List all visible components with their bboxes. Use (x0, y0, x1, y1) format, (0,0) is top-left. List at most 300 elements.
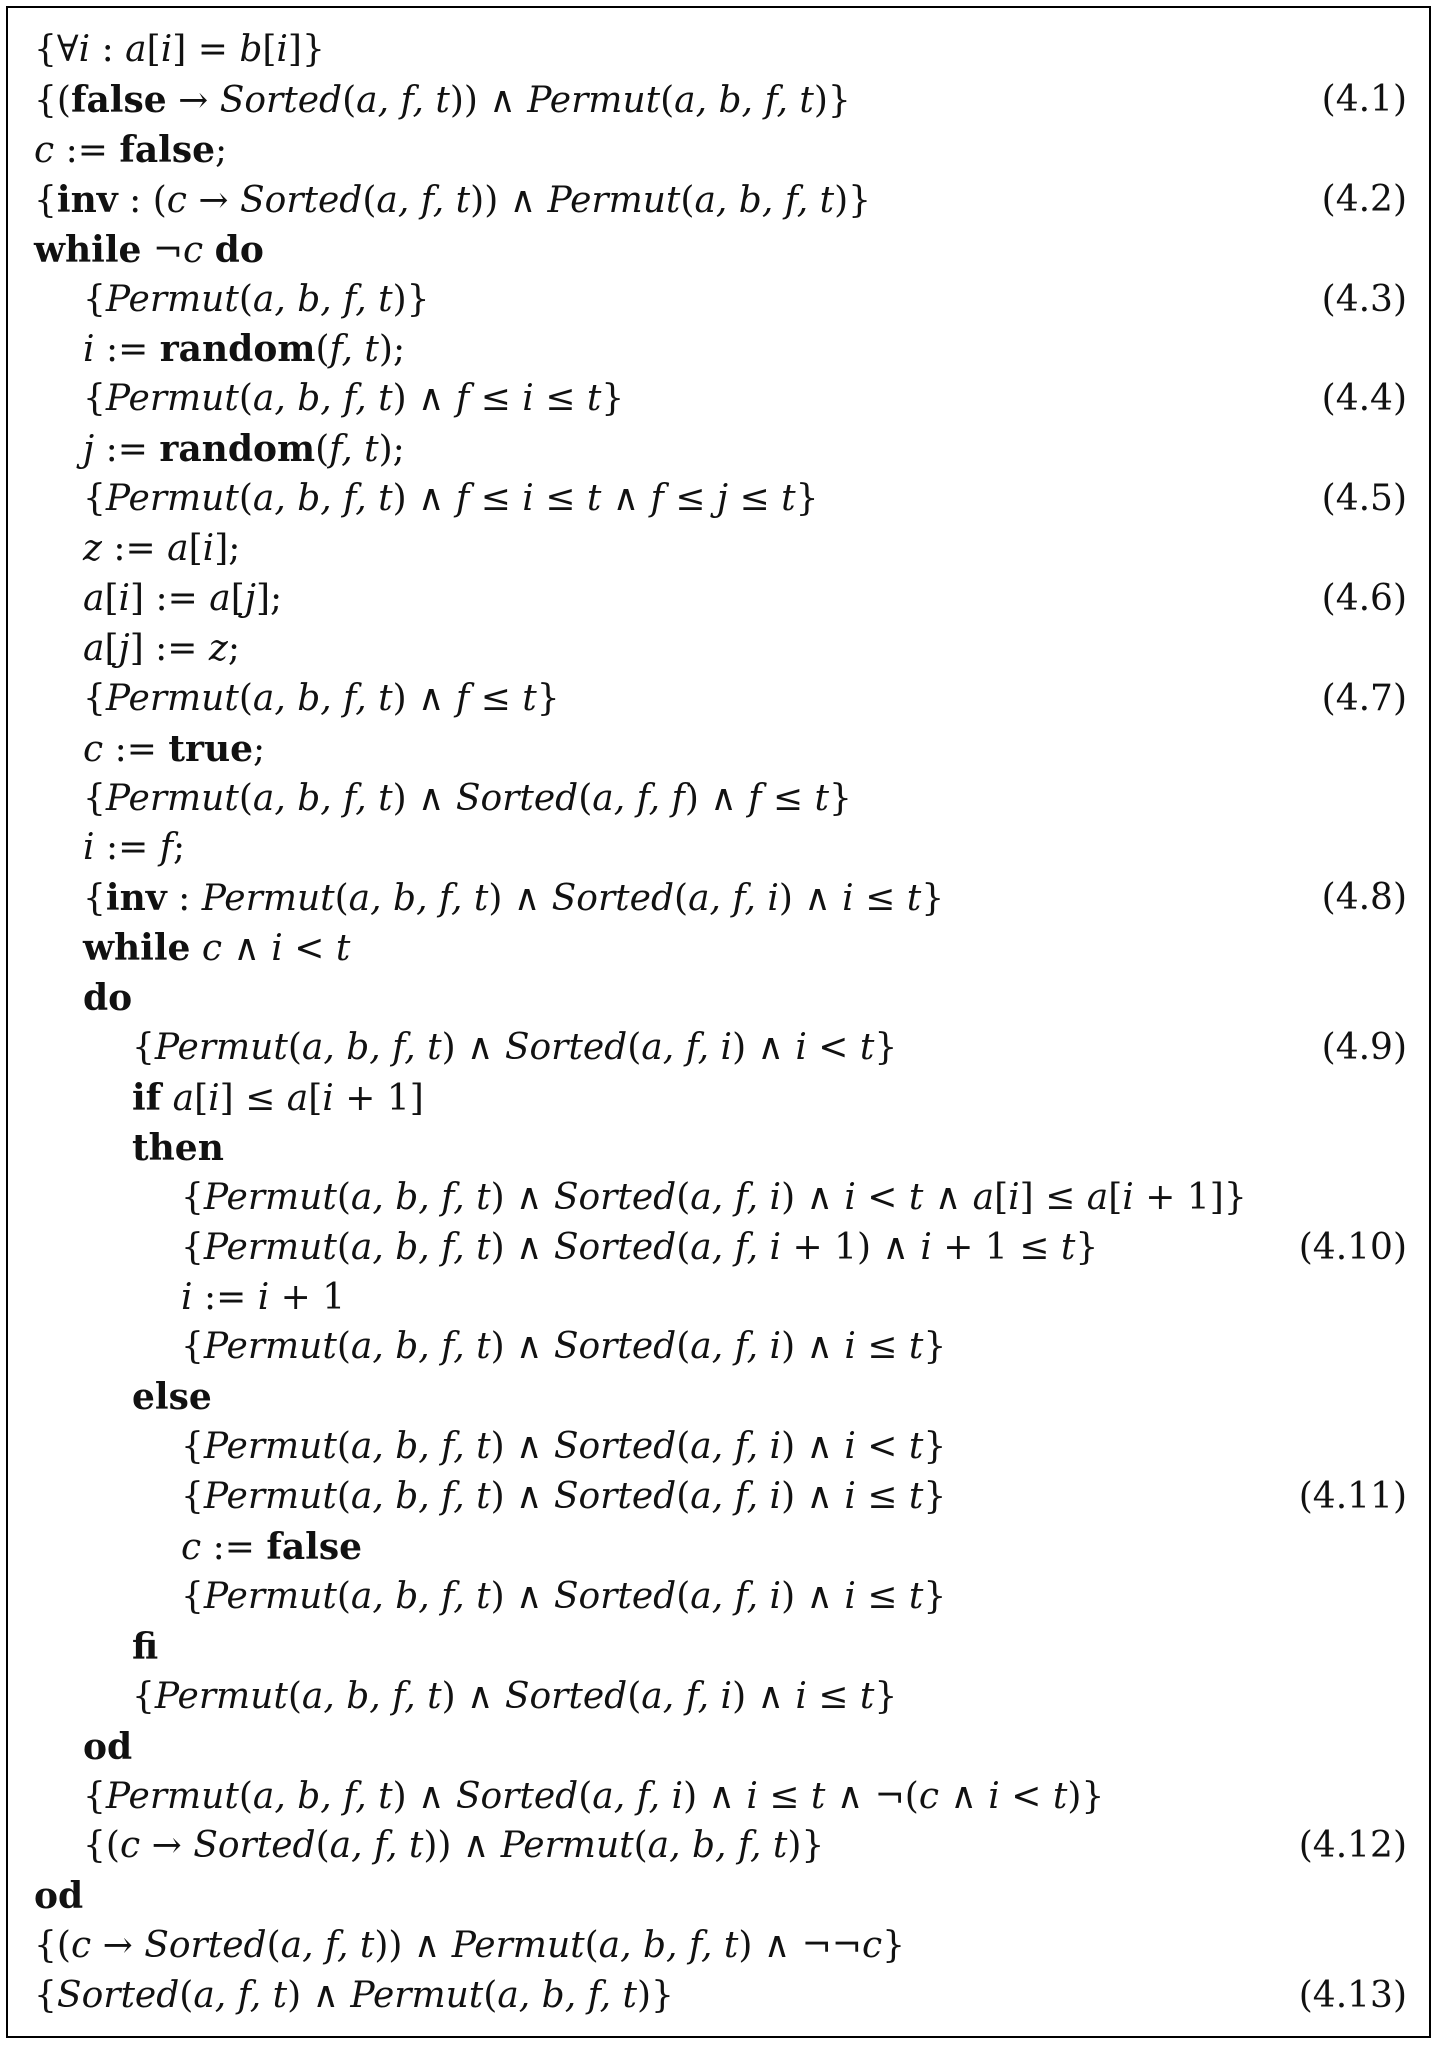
formula-text: ) ∧ (441, 1675, 505, 1717)
line-formula (132, 1672, 897, 1722)
formula-text: t (1060, 1226, 1076, 1268)
formula-text: t (908, 1426, 924, 1468)
formula-text: z (83, 528, 102, 569)
formula-text: Sorted (219, 79, 343, 121)
formula-text: ( (336, 1575, 351, 1617)
formula-text: Permut (154, 1675, 288, 1717)
formula-text: a, b, f, t (350, 1575, 491, 1617)
formula-text: i (118, 577, 131, 619)
formula-text: ( (676, 1575, 691, 1617)
line-formula (181, 1173, 1247, 1223)
formula-text: } (923, 1575, 947, 1617)
formula-text: a, b, f, t (350, 1226, 491, 1268)
formula-text: := (94, 827, 160, 869)
formula-text: i (78, 29, 91, 70)
formula-text: Permut (547, 179, 681, 221)
formula-text: } (923, 1476, 947, 1518)
formula-text: := (101, 528, 168, 569)
formula-text: ) ∧ (781, 1575, 845, 1617)
formula-text: ( (334, 878, 349, 920)
line-formula (181, 1472, 946, 1522)
formula-text (161, 1078, 172, 1119)
formula-text: a, b, f, t (301, 1675, 442, 1717)
line-formula (83, 324, 405, 375)
formula-text: i (988, 1775, 1000, 1817)
keyword: false (266, 1526, 363, 1568)
formula-text: := (54, 129, 120, 171)
formula-text: ) ∧ (392, 1775, 456, 1817)
formula-text: {∀ (34, 29, 79, 70)
formula-text: ( (266, 1925, 281, 1967)
formula-text: t (859, 1027, 875, 1068)
formula-text: Permut (350, 1975, 484, 2017)
keyword: false (70, 78, 167, 121)
formula-text: Permut (105, 478, 239, 520)
formula-text: { (181, 1426, 204, 1468)
program-line (8, 774, 1429, 824)
formula-text: a, b, f, t (350, 1176, 491, 1218)
line-formula (34, 1971, 674, 2021)
formula-text: t (859, 1675, 875, 1717)
formula-text: Permut (203, 1326, 337, 1368)
program-line (8, 1622, 1429, 1672)
line-formula (83, 873, 944, 924)
formula-text: a (172, 1077, 195, 1119)
line-formula (83, 275, 430, 325)
formula-text: ≤ (469, 677, 523, 719)
program-line (8, 25, 1429, 75)
formula-text: ≤ (855, 1326, 909, 1368)
equation-number: (4.11) (1298, 1476, 1407, 1518)
formula-text: [ (194, 1077, 209, 1119)
formula-text: { (83, 777, 106, 819)
formula-text: { (181, 1476, 204, 1518)
formula-text: ) ∧ (684, 777, 749, 819)
program-line (8, 923, 1429, 973)
formula-text: := (192, 1276, 258, 1318)
line-formula (83, 1821, 824, 1871)
formula-text: t (1052, 1775, 1068, 1817)
formula-text: i (1008, 1176, 1020, 1218)
program-line (8, 674, 1429, 724)
formula-text: ( (680, 179, 695, 221)
program-line (8, 524, 1429, 574)
formula-text: ( (627, 1027, 642, 1068)
formula-text: ) ∧ (781, 1176, 845, 1218)
formula-text: f (650, 478, 664, 520)
formula-text: ( (238, 478, 253, 520)
formula-text: + 1 ≤ (931, 1226, 1061, 1268)
formula-text: Permut (203, 1426, 337, 1468)
line-formula (83, 674, 560, 724)
program-line (8, 1173, 1429, 1223)
keyword: if (132, 1076, 162, 1119)
formula-text: ) ∧ (490, 1575, 554, 1617)
formula-text: ( (238, 777, 253, 819)
formula-text: ); (378, 329, 406, 371)
formula-text: Permut (105, 677, 239, 719)
program-line (8, 1322, 1429, 1372)
formula-text: ( (336, 1176, 351, 1218)
formula-text: ( (578, 777, 593, 819)
formula-text: Permut (203, 1176, 337, 1218)
formula-text: : (90, 29, 126, 70)
formula-text: → (166, 79, 220, 121)
formula-text: ) ∧ ¬¬ (738, 1925, 862, 1967)
formula-text: a, f, i (592, 1775, 684, 1817)
equation-number: (4.10) (1298, 1226, 1407, 1268)
line-formula (83, 524, 240, 574)
formula-text: j (118, 627, 130, 669)
program-line (8, 225, 1429, 275)
formula-text: f, t (329, 429, 379, 471)
formula-text: Permut (451, 1925, 585, 1967)
formula-text: )} (813, 79, 851, 121)
formula-text: a, f, i (690, 1176, 782, 1218)
formula-text: ∧ (939, 1775, 989, 1817)
formula-text: { (83, 878, 106, 920)
formula-text: + 1) ∧ (781, 1226, 921, 1268)
formula-text: } (795, 478, 819, 520)
program-line (8, 1572, 1429, 1622)
program-line (8, 1123, 1429, 1173)
formula-text: a, f, i (688, 878, 779, 920)
line-formula (83, 823, 185, 873)
formula-text: t (522, 677, 537, 719)
keyword: else (132, 1376, 212, 1419)
formula-text: := (201, 1527, 267, 1568)
formula-text: ≤ (853, 878, 907, 920)
formula-text: ) ∧ (287, 1975, 351, 2017)
formula-text: Sorted (144, 1925, 267, 1967)
keyword: inv (56, 178, 118, 221)
formula-text: i (322, 1077, 334, 1119)
program-line (8, 175, 1429, 225)
equation-number: (4.13) (1298, 1975, 1407, 2017)
formula-text: Permut (105, 378, 239, 420)
formula-text: i (271, 928, 283, 970)
formula-text: i (202, 528, 215, 569)
formula-text: → (186, 179, 240, 221)
formula-text: ∧ (222, 928, 272, 970)
formula-text: t (335, 928, 351, 970)
formula-text: } (1075, 1226, 1099, 1268)
formula-text: [ (308, 1077, 323, 1119)
formula-text: ( (660, 79, 675, 121)
program-line (8, 1821, 1429, 1871)
formula-text: )) ∧ (374, 1925, 452, 1967)
formula-text: ) ∧ (490, 1176, 554, 1218)
formula-text: )) ∧ (423, 1825, 501, 1867)
formula-text: [ (188, 528, 203, 569)
keyword: random (159, 328, 316, 371)
formula-text: := (94, 329, 160, 371)
formula-text: ) ∧ (441, 1027, 505, 1068)
formula-text (190, 928, 201, 969)
formula-text: f (455, 677, 470, 719)
formula-text: ) ∧ (490, 1326, 554, 1368)
formula-text: a, b, f, t (674, 79, 814, 121)
formula-text: c (181, 1527, 202, 1568)
formula-text: ) ∧ (490, 1476, 554, 1518)
line-formula (83, 374, 624, 424)
formula-text: t (586, 378, 602, 420)
formula-text (203, 230, 214, 271)
formula-text: Sorted (239, 179, 363, 221)
formula-text: ] ≤ (219, 1077, 287, 1119)
formula-text: → (140, 1825, 194, 1867)
keyword: then (132, 1126, 224, 1169)
line-formula (34, 1921, 905, 1971)
formula-text: ( (627, 1675, 642, 1717)
formula-text: ) ∧ (392, 478, 456, 520)
formula-text: a, f, t (376, 179, 471, 221)
line-formula (181, 1422, 946, 1472)
line-formula (34, 75, 851, 126)
formula-text: i (844, 1426, 856, 1468)
formula-text: { (132, 1675, 155, 1717)
equation-number: (4.9) (1321, 1027, 1407, 1068)
formula-text: Sorted (553, 1575, 677, 1617)
formula-text: i (844, 1476, 856, 1518)
formula-text: Sorted (455, 777, 579, 819)
formula-text: )) ∧ (470, 179, 548, 221)
formula-text: ≤ (757, 1775, 811, 1817)
formula-text: f (455, 378, 470, 420)
formula-text: ) ∧ (781, 1326, 845, 1368)
formula-text: ( (336, 1476, 351, 1518)
formula-text: ) ∧ (732, 1027, 796, 1068)
equation-number: (4.6) (1321, 577, 1407, 619)
formula-text: a, f, t (193, 1975, 288, 2017)
line-formula (83, 923, 350, 974)
formula-text: ( (336, 1226, 351, 1268)
line-formula (34, 175, 871, 226)
formula-text: a, b, f, t (598, 1925, 739, 1967)
keyword: random (159, 428, 316, 471)
formula-text: ¬ (141, 229, 184, 271)
formula-text: + 1]} (1133, 1176, 1247, 1218)
formula-text: )) ∧ (449, 79, 528, 121)
formula-text: { (83, 1775, 106, 1817)
formula-text: a, b, f, t (350, 1326, 491, 1368)
formula-text: { (83, 278, 106, 320)
formula-text: ] := (129, 627, 209, 669)
formula-text: a, b, f, t (497, 1975, 638, 2017)
program-line (8, 1672, 1429, 1722)
formula-text: a, f, i (690, 1326, 782, 1368)
formula-text: Permut (105, 777, 239, 819)
formula-text: : (166, 878, 202, 920)
formula-text: Sorted (56, 1975, 180, 2017)
formula-text: < (806, 1027, 860, 1068)
formula-text: ) ∧ (392, 777, 456, 819)
formula-text: a, f, i (641, 1027, 733, 1068)
formula-text: ) ∧ (683, 1775, 747, 1817)
formula-text: ( (676, 1326, 691, 1368)
formula-text: ( (238, 1775, 253, 1817)
formula-text: j (716, 478, 729, 520)
keyword: while (83, 927, 191, 970)
formula-text: Permut (527, 79, 661, 121)
formula-text: ) ∧ (392, 378, 456, 420)
formula-text: a, b, f, t (301, 1027, 442, 1068)
formula-text: a, f, i (690, 1226, 782, 1268)
formula-text: ( (336, 1426, 351, 1468)
program-line (8, 1472, 1429, 1522)
program-line (8, 823, 1429, 873)
formula-text: a, b, f, t (252, 278, 393, 320)
formula-text: < (282, 928, 336, 970)
line-formula (132, 1073, 424, 1124)
formula-text: Sorted (553, 1426, 677, 1468)
program-line (8, 1422, 1429, 1472)
formula-text: t (586, 478, 602, 520)
formula-text: i (257, 1276, 270, 1318)
formula-text: c (201, 928, 223, 970)
keyword: true (168, 727, 254, 770)
line-formula (83, 624, 240, 674)
equation-number: (4.5) (1321, 478, 1407, 520)
formula-text: c (861, 1925, 883, 1967)
formula-text: ( (238, 677, 253, 719)
formula-text: t (908, 1176, 924, 1218)
formula-text: Sorted (504, 1027, 628, 1068)
formula-text: t (908, 1476, 924, 1518)
formula-text: i (522, 478, 534, 520)
formula-text: := (103, 728, 169, 770)
formula-text: f (455, 478, 470, 520)
formula-text: a (83, 577, 105, 619)
formula-text: a, f, i (641, 1675, 733, 1717)
formula-text: ( (483, 1975, 498, 2017)
formula-text: i (83, 827, 95, 869)
formula-text: Sorted (553, 1326, 677, 1368)
formula-text: ( (238, 378, 253, 420)
formula-text: Sorted (553, 1476, 677, 1518)
formula-text: Sorted (551, 878, 675, 920)
formula-text: ∧ (601, 478, 651, 520)
formula-text: } (923, 1326, 947, 1368)
formula-text: c (83, 728, 104, 770)
formula-text: ∧ (923, 1176, 973, 1218)
formula-text: { (83, 478, 106, 520)
formula-text: i (1122, 1176, 1134, 1218)
line-formula (83, 474, 819, 524)
formula-text: ( (633, 1825, 648, 1867)
formula-text: a, b, f, t (647, 1825, 788, 1867)
equation-number: (4.4) (1321, 378, 1407, 420)
program-line (8, 1522, 1429, 1572)
formula-text: a (1086, 1176, 1109, 1218)
formula-text: + 1] (333, 1077, 424, 1119)
program-line (8, 724, 1429, 774)
keyword: do (83, 977, 133, 1020)
formula-text: Permut (203, 1226, 337, 1268)
line-formula (132, 1123, 224, 1174)
line-formula (181, 1273, 345, 1323)
formula-text: ≤ (761, 777, 815, 819)
formula-text: ( (238, 278, 253, 320)
equation-number: (4.1) (1321, 78, 1407, 120)
formula-text: { (83, 677, 106, 719)
formula-text: i (208, 1077, 220, 1119)
formula-text: a, b, f, t (350, 1426, 491, 1468)
formula-text: t (908, 1326, 924, 1368)
formula-text: ; (173, 827, 186, 869)
formula-text: [ (262, 29, 277, 70)
formula-text: ) ∧ (778, 878, 843, 920)
formula-text: < (855, 1426, 909, 1468)
formula-text: i (83, 329, 95, 371)
line-formula (83, 1772, 1104, 1822)
program-line (8, 1223, 1429, 1273)
formula-text: { (132, 1027, 155, 1068)
program-line (8, 324, 1429, 374)
formula-text: [ (1108, 1176, 1123, 1218)
formula-text: [ (230, 577, 245, 619)
formula-text: { (83, 378, 106, 420)
formula-text: := (94, 429, 160, 471)
formula-text: t (814, 777, 830, 819)
keyword: do (214, 228, 264, 271)
formula-text: a, f, i (690, 1476, 782, 1518)
formula-text: c (70, 1925, 92, 1967)
formula-text: i (746, 1775, 758, 1817)
formula-text: { (181, 1176, 204, 1218)
formula-text: ( (676, 1426, 691, 1468)
formula-text: { (181, 1326, 204, 1368)
formula-text: ≤ (533, 378, 587, 420)
keyword: while (34, 228, 142, 271)
formula-text: c (166, 179, 187, 221)
formula-text: i (795, 1675, 807, 1717)
program-line (8, 275, 1429, 325)
formula-text: a, f, f (592, 777, 685, 819)
formula-text: a, b, f, t (252, 378, 393, 420)
formula-text: a (972, 1176, 995, 1218)
formula-text: { (34, 179, 57, 221)
formula-text: } (882, 1925, 906, 1967)
formula-text: a, b, f, t (252, 478, 393, 520)
formula-text: ≤ (469, 378, 523, 420)
formula-text: a, b, f, t (252, 1775, 393, 1817)
formula-text: c (34, 129, 55, 171)
keyword: od (34, 1875, 84, 1918)
formula-text: Sorted (504, 1675, 628, 1717)
line-formula (34, 1871, 83, 1922)
formula-text: ] = (172, 29, 240, 70)
formula-text: ( (584, 1925, 599, 1967)
formula-text: ( (578, 1775, 593, 1817)
formula-text: a (167, 528, 189, 569)
line-formula (181, 1322, 946, 1372)
formula-text: ≤ (855, 1476, 909, 1518)
formula-text: ; (227, 627, 241, 669)
formula-text: + 1 (269, 1276, 346, 1318)
formula-text: } (921, 878, 945, 920)
formula-text: i (844, 1575, 856, 1617)
formula-text: i (522, 378, 534, 420)
formula-text: ) ∧ (392, 677, 456, 719)
formula-text: ( (674, 878, 689, 920)
formula-text: )} (392, 278, 430, 320)
formula-text: t (781, 478, 796, 520)
formula-text: { (181, 1226, 204, 1268)
formula-text: ]} (287, 29, 325, 70)
formula-text: j (83, 429, 95, 471)
formula-text: b (239, 29, 263, 70)
